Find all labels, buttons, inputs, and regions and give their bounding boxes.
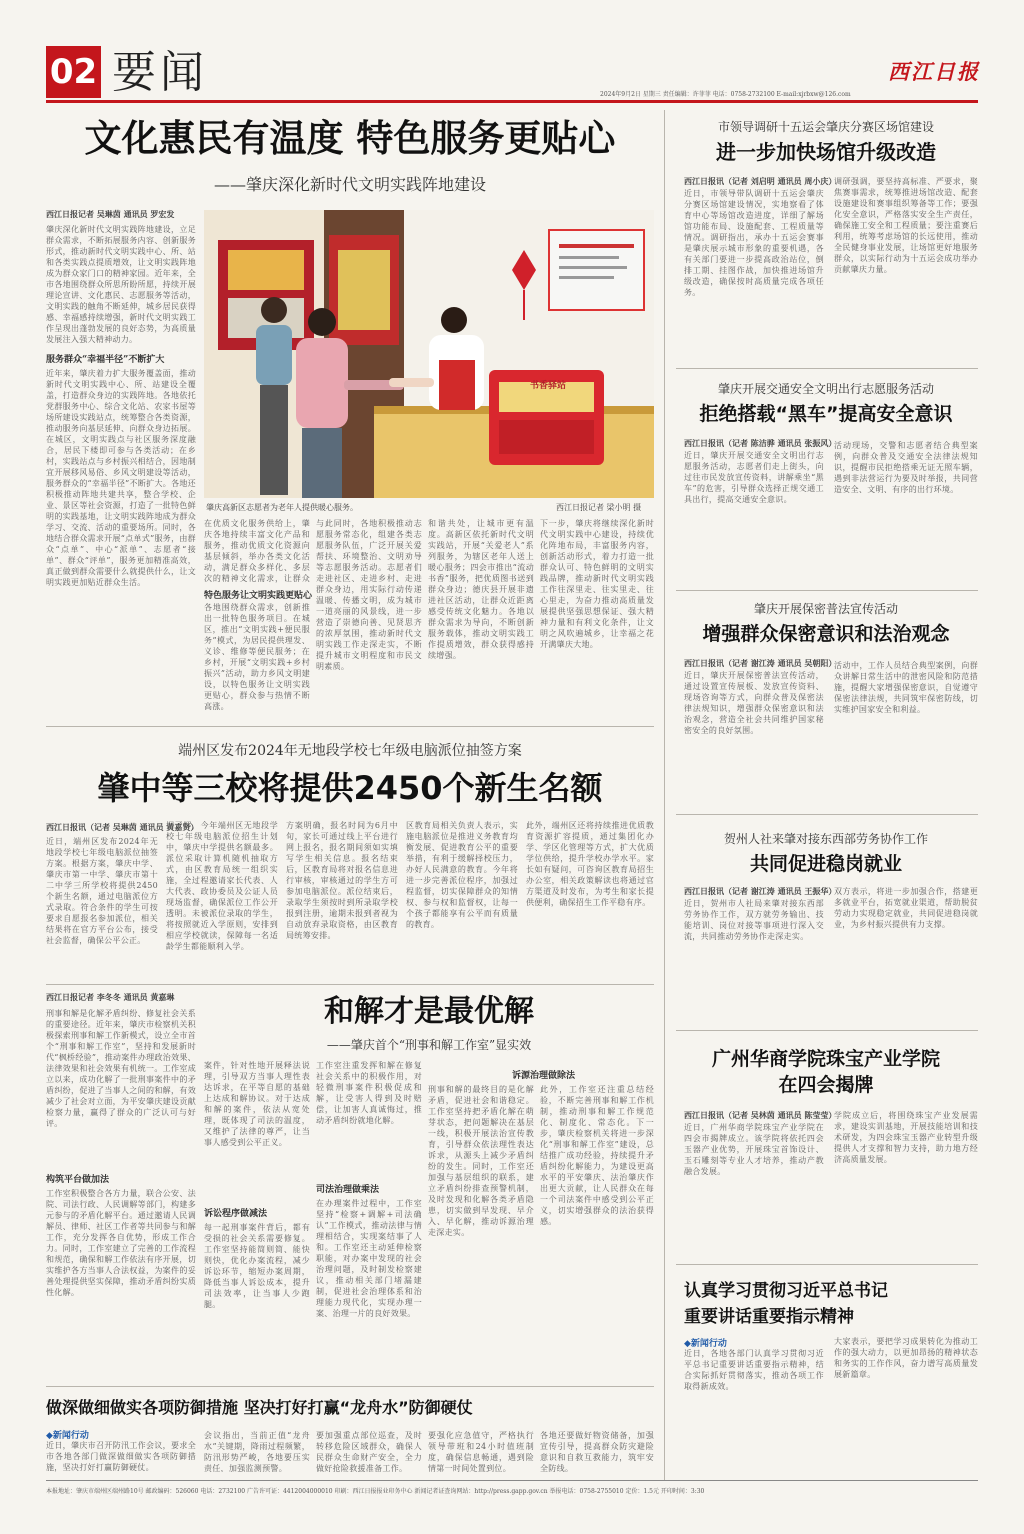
story3-subhead-4: 诉源治理做除法 xyxy=(512,1071,576,1081)
right-story1-headline: 进一步加快场馆升级改造 xyxy=(716,140,936,164)
story2-body-col1: 近日，端州区发布2024年无地段学校七年级电脑派位抽签方案。根据方案，肇庆中学、肇庆市第一中学、肇庆市第十二中学三所学校将提供2450个新生名额，通过电脑派位方式录取。符合条件的学生可按要求自愿报名参加派位，相关结果将在官方平台公布，接受社会监督，确保公平公正。 xyxy=(46,837,158,945)
divider-right-5 xyxy=(676,1264,978,1265)
right-story3-body-col1: 近日，肇庆开展保密普法宣传活动，通过设置宣传展板、发放宣传资料、现场咨询等方式，向群众普及保密法律法规知识，增强群众保密意识和法治观念，营造全社会共同维护国家秘密安全的良好氛围。 xyxy=(684,671,824,735)
lead-photo-caption: 肇庆高新区志愿者为老年人提供暖心服务。 xyxy=(206,503,358,512)
footer-rule xyxy=(46,1480,978,1481)
story3-body-col5: 此外，工作室还注重总结经验，不断完善刑事和解工作机制，推动刑事和解工作规范化、制度化、常态化。下一步，肇庆检察机关将进一步深化“刑事和解工作室”建设，总结推广成功经验，持续提升矛盾纠纷化解能力，为建设更高水平的平安肇庆、法治肇庆作出更大贡献，让人民群众在每一个司法案件中感受到公平正义，切实增强群众的法治获得感。 xyxy=(540,1085,654,1226)
story2-kicker: 端州区发布2024年无地段学校七年级电脑派位抽签方案 xyxy=(178,743,522,759)
bottom-banner-body-col5: 各地还要做好物资储备，加强宣传引导，提高群众防灾避险意识和自救互救能力，筑牢安全防线。 xyxy=(540,1431,654,1472)
lead-body-col1-bottom: 近年来，肇庆着力扩大服务覆盖面，推动新时代文明实践中心、所、站建设全覆盖，打造群众身边的实践阵地。各地依托党群服务中心、综合文化站、农家书屋等场所建设实践站点，统筹整合各类资源，推动服务向基层延伸、向群众身边拓展。在城区，文明实践点与社区服务深度融合，居民下楼即可参与各类活动；在乡村，实践站点与乡村振兴相结合，因地制宜开展移风易俗、乡风文明建设等活动，服务群众的“幸福半径”不断扩大。各地还积极推动阵地共建共享，整合学校、企业、景区等社会资源，打造了一批特色鲜明的实践基地，让文明实践阵地成为群众学习、交流、活动的重要场所。同时，各地结合群众需求开展“点单式”服务，由群众“点单”、中心“派单”、志愿者“接单”、群众“评单”，服务更加精准高效，真正做到群众需要什么就提供什么，让文明实践更加贴近群众生活。 xyxy=(46,369,196,587)
right-story4-body-col1: 近日，贺州市人社局来肇对接东西部劳务协作工作，双方就劳务输出、技能培训、岗位对接等事项进行深入交流，共同推动劳务协作走深走实。 xyxy=(684,899,824,941)
divider-story2-bottom xyxy=(46,984,654,985)
story3-body-col1-bottom: 工作室积极整合各方力量，联合公安、法院、司法行政、人民调解等部门，构建多元参与的矛盾化解平台。通过邀请人民调解员、律师、社区工作者等共同参与和解工作，充分发挥各自优势，形成工作合力。同时，工作室建立了完善的工作流程和规范，确保和解工作依法有序开展，切实维护各方当事人合法权益，为案件的妥善处理提供坚实保障，推动矛盾纠纷实质性化解。 xyxy=(46,1189,196,1297)
story3-body-col1-top: 刑事和解是化解矛盾纠纷、修复社会关系的重要途径。近年来，肇庆市检察机关积极探索刑事和解工作新模式，设立全市首个“刑事和解工作室”，坚持和发展新时代“枫桥经验”，推动案件办理政治效果、法律效果和社会效果有机统一。工作室成立以来，成功化解了一批刑事案件中的矛盾纠纷，促进了当事人之间的和解，有效减少了社会对立面，为平安肇庆建设贡献检察力量，赢得了群众的广泛认可与好评。 xyxy=(46,1009,196,1128)
bottom-banner-body-col3: 要加强重点部位巡查，及时转移危险区域群众，确保人民群众生命财产安全，全力做好抢险救援准备工作。 xyxy=(316,1431,422,1472)
story2-body-col4: 区教育局相关负责人表示，实施电脑派位是推进义务教育均衡发展、促进教育公平的重要举措，有利于缓解择校压力，办好人民满意的教育。今年将进一步完善派位程序，加强过程监督，切实保障群众的知情权、参与权和监督权，让每一个孩子都能享有公平而有质量的教育。 xyxy=(406,821,518,929)
lead-subhead-1: 服务群众“幸福半径”不断扩大 xyxy=(46,355,165,365)
bottom-banner-body-col4: 要强化应急值守，严格执行领导带班和24小时值班制度，确保信息畅通，遇到险情第一时间处置到位。 xyxy=(428,1431,534,1472)
bottom-banner-headline: 做深做细做实各项防御措施 坚决打好打赢“龙舟水”防御硬仗 xyxy=(46,1398,473,1417)
divider-lead-bottom xyxy=(46,726,654,727)
story3-body-col3-bottom: 在办理案件过程中，工作室坚持“检察+调解+司法确认”工作模式，推动法律与情理相结合，实现案结事了人和。工作室还主动延伸检察职能，对办案中发现的社会治理问题，及时制发检察建议，推动相关部门堵漏建制，促进社会治理体系和治理能力现代化，实现办理一案、治理一片的良好效果。 xyxy=(316,1199,422,1318)
right-story3-kicker: 肇庆开展保密普法宣传活动 xyxy=(753,602,898,616)
bottom-banner-body-col2: 会议指出，当前正值“龙舟水”关键期，降雨过程频繁，防汛形势严峻，各地要压实责任，加强监测预警。 xyxy=(204,1431,310,1472)
divider-right-1 xyxy=(676,368,978,369)
right-story4-kicker: 贺州人社来肇对接东西部劳务协作工作 xyxy=(723,832,928,846)
lead-body-col3: 与此同时，各地积极推动志愿服务常态化，组建各类志愿服务队伍，广泛开展关爱帮扶、环境整治、文明劝导等志愿服务活动。志愿者们走进社区、走进乡村、走进群众身边，用实际行动传递温暖、传播文明，成为城市一道亮丽的风景线，进一步营造了崇德向善、见贤思齐的浓厚氛围，推动新时代文明实践工作走深走实，不断提升城市文明程度和市民文明素质。 xyxy=(316,519,422,671)
right-story2-body-col2: 活动现场，交警和志愿者结合典型案例，向群众普及交通安全法律法规知识，提醒市民拒绝搭乘无证无照车辆，遇到非法营运行为要及时举报，共同营造安全、文明、有序的出行环境。 xyxy=(834,441,978,494)
divider-banner-top xyxy=(46,1386,654,1387)
right-story5-body-col2: 学院成立后，将围绕珠宝产业发展需求，建设实训基地，开展技能培训和技术研发，为四会珠宝玉器产业转型升级提供人才支撑和智力支持，助力地方经济高质量发展。 xyxy=(834,1111,978,1164)
right-story1-body-col2: 调研强调，要坚持高标准、严要求，聚焦赛事需求，统筹推进场馆改造、配套设施建设和赛事组织筹备等工作；要强化安全意识，严格落实安全生产责任，确保施工安全和工程质量；要注重赛后利用，统筹考虑场馆的长远使用，推动全民健身事业发展，让场馆更好地服务群众，以实际行动为十五运会成功举办贡献肇庆力量。 xyxy=(834,177,978,274)
lead-byline: 西江日报记者 吴琳茵 通讯员 罗宏发 xyxy=(46,209,175,219)
bottom-banner-body-col1: 近日，肇庆市召开防汛工作会议，要求全市各地各部门做深做细做实各项防御措施，坚决打好打赢防御硬仗。 xyxy=(46,1441,196,1472)
right-story1-body-col1: 近日，市领导带队调研十五运会肇庆分赛区场馆建设情况，实地察看了体育中心等场馆改造进度，详细了解场馆功能布局、设施配套、工程质量等情况。调研指出，承办十五运会赛事是肇庆展示城市形象的重要机遇，各有关部门要进一步提高政治站位，倒排工期、挂图作战，加快推进场馆升级改造，确保按时高质量完成各项任务。 xyxy=(684,189,824,297)
right-story1-kicker: 市领导调研十五运会肇庆分赛区场馆建设 xyxy=(717,120,934,134)
right-story5-body-col1: 近日，广州华商学院珠宝产业学院在四会市揭牌成立。该学院将依托四会玉器产业优势，开展珠宝首饰设计、玉石雕刻等专业人才培养，推动产教融合发展。 xyxy=(684,1123,824,1176)
bottom-banner-lead: ◆新闻行动 xyxy=(46,1431,89,1441)
story3-body-col2-bottom: 每一起刑事案件背后，都有受损的社会关系需要修复。工作室坚持能简则简、能快则快，优化办案流程，减少诉讼环节，缩短办案周期，降低当事人诉讼成本，提升司法效率，让当事人少跑腿。 xyxy=(204,1223,310,1309)
story3-byline: 西江日报记者 李冬冬 通讯员 黄嘉琳 xyxy=(46,992,175,1002)
right-story5-byline: 西江日报讯（记者 吴林茵 通讯员 陈莹莹） xyxy=(684,1110,837,1120)
right-story6-headline: 认真学习贯彻习近平总书记 重要讲话重要指示精神 xyxy=(684,1281,888,1327)
right-story2-byline: 西江日报讯（记者 陈洁骅 通讯员 张振风） xyxy=(684,438,837,448)
lead-photo xyxy=(204,210,654,498)
lead-subhead-2: 特色服务让文明实践更贴心 xyxy=(204,591,313,601)
story3-body-col3-top: 工作室注重发挥和解在修复社会关系中的积极作用，对轻微刑事案件积极促成和解，让受害人得到及时赔偿，让加害人真诚悔过，推动矛盾纠纷就地化解。 xyxy=(316,1061,422,1125)
lead-body-col2: 在优质文化服务供给上，肇庆各地持续丰富文化产品和服务，推动优质文化资源向基层倾斜，举办各类文化活动，满足群众多样化、多层次的精神文化需求，让群众 xyxy=(204,519,310,583)
right-story4-headline: 共同促进稳岗就业 xyxy=(749,853,902,875)
photo-box-label: 书香驿站 xyxy=(529,381,566,391)
right-story6-lead: ◆新闻行动 xyxy=(684,1339,727,1349)
story3-subtitle: ——肇庆首个“刑事和解工作室”显实效 xyxy=(326,1038,532,1052)
story3-body-col4: 刑事和解的最终目的是化解矛盾，促进社会和谐稳定。工作室坚持把矛盾化解在萌芽状态，把问题解决在基层一线，积极开展法治宣传教育，引导群众依法理性表达诉求，从源头上减少矛盾纠纷的发生。同时，工作室还加强与基层组织的联系，建立矛盾纠纷排查预警机制，及时发现和化解各类矛盾隐患，切实做到早发现、早介入、早化解，推动诉源治理走深走实。 xyxy=(428,1085,534,1237)
lead-subtitle: ——肇庆深化新时代文明实践阵地建设 xyxy=(213,175,486,194)
right-story2-headline: 拒绝搭载“黑车”提高安全意识 xyxy=(699,403,953,425)
story3-headline: 和解才是最优解 xyxy=(324,994,534,1029)
lead-body-col2-bottom: 各地围绕群众需求，创新推出一批特色服务项目。在城区，推出“文明实践+便民服务”模式，为居民提供理发、义诊、维修等便民服务；在乡村，开展“文明实践+乡村振兴”活动，助力乡风文明建设，以特色服务让文明实践更贴心，群众参与热情不断高涨。 xyxy=(204,603,310,711)
page-number: 02 xyxy=(49,52,98,92)
story2-body-col2: 据了解，今年端州区无地段学校七年级电脑派位招生计划中，肇庆中学提供名额最多。派位采取计算机随机抽取方式，由区教育局统一组织实施，全过程邀请家长代表、人大代表、政协委员及公证人员现场监督，确保派位工作公开透明。未被派位录取的学生，将按照就近入学原则，安排到相应学校就读，保障每一名适龄学生都能顺利入学。 xyxy=(166,821,278,951)
lead-photo-credit: 西江日报记者 梁小明 摄 xyxy=(556,503,642,512)
story3-subhead-3: 司法治理做乘法 xyxy=(316,1185,380,1195)
footer-info: 本报地址：肇庆市端州区端州路10号 邮政编码：526060 电话：2732100 广告许可证：4412004000010 印刷：西江日报报业印务中心 新闻记者证查询网站：http://press.gapp.gov.cn 举报电话：0758-2755010 定价：1.5元 开印时间：3:30 xyxy=(46,1488,705,1495)
story2-byline: 西江日报讯（记者 吴琳茵 通讯员 黄嘉贤） xyxy=(46,822,199,832)
lead-body-col5: 下一步，肇庆将继续深化新时代文明实践中心建设，持续优化阵地布局，丰富服务内容，创新活动形式，着力打造一批群众认可、特色鲜明的文明实践品牌，推动新时代文明实践工作往深里走、往实里走、往心里走，为奋力推动高质量发展提供坚强思想保证、强大精神力量和有利文化条件，让文明之风吹遍城乡，让幸福之花开满肇庆大地。 xyxy=(540,519,654,649)
right-story4-body-col2: 双方表示，将进一步加强合作，搭建更多就业平台，拓宽就业渠道，帮助脱贫劳动力实现稳定就业，共同促进稳岗就业，为乡村振兴提供有力支撑。 xyxy=(834,887,978,929)
lead-photo-illustration xyxy=(204,210,654,498)
story3-body-col2-top: 案件，针对性地开展释法说理，引导双方当事人理性表达诉求，在平等自愿的基础上达成和解协议。对于达成和解的案件，依法从宽处理，既体现了司法的温度，又维护了法律的尊严，让当事人感受到公平正义。 xyxy=(204,1061,310,1147)
right-story4-byline: 西江日报讯（记者 谢江涛 通讯员 王振华） xyxy=(684,886,837,896)
story2-body-col5: 此外，端州区还将持续推进优质教育资源扩容提质，通过集团化办学、学区化管理等方式，扩大优质学位供给，提升学校办学水平。家长如有疑问，可咨询区教育局招生办公室，相关政策解读也将通过官方渠道及时发布，为考生和家长提供便利，确保招生工作平稳有序。 xyxy=(526,821,654,907)
masthead-info: 2024年9月2日 星期三 责任编辑：许菲菲 电话：0758-2732100 E-mail:xjrbxw@126.com xyxy=(600,91,851,98)
right-story3-body-col2: 活动中，工作人员结合典型案例，向群众讲解日常生活中的泄密风险和防范措施，提醒大家增强保密意识，自觉遵守保密法律法规，共同筑牢保密防线，切实维护国家安全和利益。 xyxy=(834,661,978,714)
column-divider xyxy=(664,110,665,1480)
right-story2-kicker: 肇庆开展交通安全文明出行志愿服务活动 xyxy=(717,382,934,396)
paper-logo: 西江日报 xyxy=(888,59,980,84)
lead-body-col1-top: 肇庆深化新时代文明实践阵地建设，立足群众需求，不断拓展服务内容、创新服务形式，推动新时代文明实践中心、所、站和各类实践点提质增效，让文明实践阵地成为群众家门口的精神家园。近年来，全市各地围绕群众所思所盼所愿，持续开展理论宣讲、文化惠民、志愿服务等活动，文明实践的触角不断延伸，城乡居民获得感、幸福感持续增强，新时代文明实践工作呈现出蓬勃发展的良好态势，为高质量发展注入强大精神动力。 xyxy=(46,225,196,344)
right-story6-body-col1: 近日，各地各部门认真学习贯彻习近平总书记重要讲话重要指示精神，结合实际抓好贯彻落实，推动各项工作取得新成效。 xyxy=(684,1349,824,1391)
divider-right-4 xyxy=(676,1030,978,1031)
right-story3-headline: 增强群众保密意识和法治观念 xyxy=(702,623,950,645)
lead-body-col4: 和谐共处，让城市更有温度。高新区依托新时代文明实践站，开展“关爱老人”系列服务，为辖区老年人送上暖心服务；四会市推出“流动书香”服务，把优质图书送到群众身边；德庆县开展非遗进社区活动，让群众近距离感受传统文化魅力。各地以群众需求为导向，不断创新服务载体，推动文明实践工作提质增效，群众获得感持续增强。 xyxy=(428,519,534,660)
divider-right-3 xyxy=(676,814,978,815)
right-story1-byline: 西江日报讯（记者 刘启明 通讯员 周小庆） xyxy=(684,176,837,186)
section-title: 要闻 xyxy=(112,47,208,98)
story2-headline: 肇中等三校将提供2450个新生名额 xyxy=(97,769,603,807)
right-story6-body-col2: 大家表示，要把学习成果转化为推动工作的强大动力，以更加昂扬的精神状态和务实的工作作风，奋力谱写高质量发展新篇章。 xyxy=(834,1337,978,1379)
story2-body-col3: 方案明确，报名时间为6月中旬，家长可通过线上平台进行网上报名，报名期间须如实填写学生相关信息。报名结束后，区教育局将对报名信息进行审核，审核通过的学生方可参加电脑派位。派位结束后，录取学生须按时到所录取学校报到注册，逾期未报到者视为自动放弃录取资格，由区教育局统筹安排。 xyxy=(286,821,398,940)
masthead-rule xyxy=(46,100,978,103)
story3-subhead-1: 构筑平台做加法 xyxy=(46,1175,110,1185)
right-story3-byline: 西江日报讯（记者 谢江涛 通讯员 吴朝阳） xyxy=(684,658,837,668)
right-story2-body-col1: 近日，肇庆开展交通安全文明出行志愿服务活动，志愿者们走上街头，向过往市民发放宣传资料，讲解乘坐“黑车”的危害，引导群众选择正规交通工具出行，提高交通安全意识。 xyxy=(684,451,824,504)
lead-headline: 文化惠民有温度 特色服务更贴心 xyxy=(84,117,616,160)
divider-right-2 xyxy=(676,590,978,591)
story3-subhead-2: 诉讼程序做减法 xyxy=(204,1209,268,1219)
right-story5-headline: 广州华商学院珠宝产业学院 在四会揭牌 xyxy=(711,1048,940,1096)
